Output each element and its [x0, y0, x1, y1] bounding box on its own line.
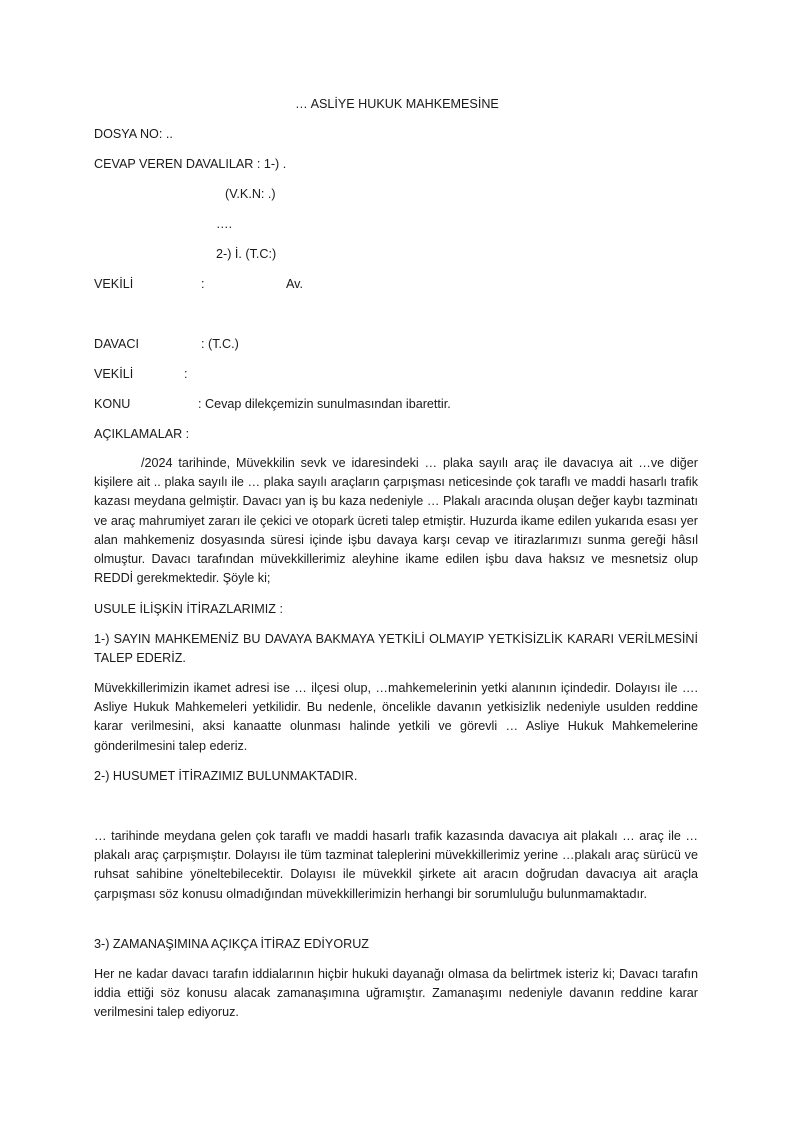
- dosya-no: DOSYA NO: ..: [94, 127, 173, 141]
- usul-heading: USULE İLİŞKİN İTİRAZLARIMIZ :: [94, 602, 283, 616]
- section1-heading: [94, 630, 698, 668]
- konu-label: KONU: [94, 397, 131, 411]
- cevap-veren-davalilar-label: CEVAP VEREN DAVALILAR : 1-) .: [94, 157, 287, 171]
- intro-paragraph: [94, 454, 698, 588]
- section1-body-text: Müvekkillerimizin ikamet adresi ise … ilçesi olup, …mahkemelerinin yetki alanının içindedir. Dolayısı ile …. Asliye Hukuk Mahkemeleri yetkilidir. Bu nedenle, öncelikle davanın yetkisizlik nedeniyle usulden reddine karar verilmesini, aksi kanaatte olunması halinde yetkili ve görevli … Asliye Hukuk Mahkemelerine gönderilmesini talep ederiz.: [94, 681, 698, 753]
- davaci-vekil-label: VEKİLİ: [94, 367, 134, 381]
- section1-heading-text: 1-) SAYIN MAHKEMENİZ BU DAVAYA BAKMAYA YETKİLİ OLMAYIP YETKİSİZLİK KARARI VERİLMESİNİ TALEP EDERİZ.: [94, 632, 698, 666]
- konu-value: : Cevap dilekçemizin sunulmasından ibarettir.: [198, 397, 451, 411]
- second-defendant: 2-) İ. (T.C:): [216, 247, 277, 261]
- vekil-value: Av.: [286, 277, 304, 291]
- page-title: … ASLİYE HUKUK MAHKEMESİNE: [295, 97, 499, 111]
- davaci-vekil-colon: :: [184, 367, 188, 381]
- section2-body: [94, 827, 698, 904]
- vekil-colon: :: [201, 277, 205, 291]
- section1-body: [94, 679, 698, 756]
- section3-body: [94, 965, 698, 1023]
- section3-heading: 3-) ZAMANAŞIMINA AÇIKÇA İTİRAZ EDİYORUZ: [94, 937, 370, 951]
- placeholder-dots: ….: [216, 217, 233, 231]
- section2-body-text: … tarihinde meydana gelen çok taraflı ve maddi hasarlı trafik kazasında davacıya ait plakalı … araç ile … plakalı araç çarpışmıştır. Dolayısı ile tüm tazminat taleplerini müvekkillerimiz yerine …plakalı araç sürücü ve ruhsat sahibine yöneltebilecektir. Dolayısı ile müvekkil şirkete ait aracın doğrudan davacıya ait araçla çarpışması söz konusu olmadığından müvekkillerimizin herhangi bir sorumluluğu bulunmamaktadır.: [94, 829, 698, 901]
- vekil-label: VEKİLİ: [94, 277, 134, 291]
- section3-body-text: Her ne kadar davacı tarafın iddialarının hiçbir hukuki dayanağı olmasa da belirtmek isteriz ki; Davacı tarafın iddia ettiği söz konusu alacak zamanaşımına uğramıştır. Zamanaşımı nedeniyle davanın reddine karar verilmesini talep ediyoruz.: [94, 967, 698, 1020]
- intro-paragraph-text: /2024 tarihinde, Müvekkilin sevk ve idaresindeki … plaka sayılı araç ile davacıya ait …ve diğer kişilere ait .. plaka sayılı ile … plaka sayılı araçların çarpışması neticesinde çok taraflı ve maddi hasarlı trafik kazası meydana gelmiştir. Davacı yan iş bu kaza nedeniyle … Plakalı aracında oluşan değer kaybı tazminatı ve araç mahrumiyet zararı ile çekici ve otopark ücreti talep etmiştir. Huzurda ikame edilen yukarıda esası yer alan mahkemeniz dosyasında süresi içinde işbu davaya karşı cevap ve itirazlarımızı sunma gereği hâsıl olmuştur. Davacı tarafından müvekkillerimiz aleyhine ikame edilen işbu dava haksız ve mesnetsiz olup REDDİ gerekmektedir. Şöyle ki;: [94, 456, 698, 586]
- vkn-value: (V.K.N: .): [225, 187, 276, 201]
- davaci-value: : (T.C.): [201, 337, 239, 351]
- aciklamalar-heading: AÇIKLAMALAR :: [94, 427, 190, 441]
- section2-heading: 2-) HUSUMET İTİRAZIMIZ BULUNMAKTADIR.: [94, 769, 358, 783]
- davaci-label: DAVACI: [94, 337, 140, 351]
